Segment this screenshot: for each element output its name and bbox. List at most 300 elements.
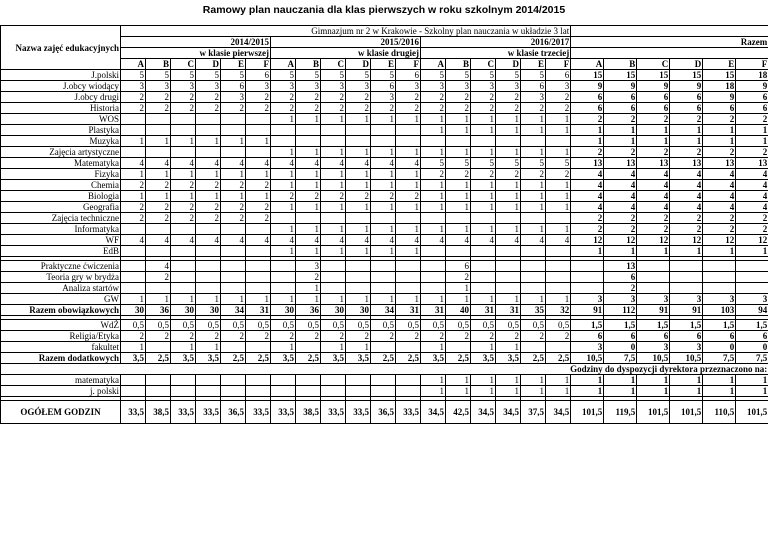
hours-cell [121,114,146,125]
total-cell: 33,5 [321,401,346,424]
razem-cell [703,272,736,283]
hours-cell [371,136,396,147]
hours-cell: 1 [171,191,196,202]
razem-cell: 13 [670,158,703,169]
hours-cell: 1 [296,202,321,213]
hours-cell: 1 [346,246,371,257]
razem-cell [571,283,604,294]
hours-cell: 1 [346,224,371,235]
razem-cell: 1 [670,375,703,386]
hours-cell [221,246,246,257]
hours-cell: 1 [421,114,446,125]
hours-cell [471,213,496,224]
razem-cell: 1 [637,246,670,257]
subject-row [1,305,768,316]
hours-cell: 0,5 [271,320,296,331]
razem-header-blank [571,26,768,37]
razem-cell: 2 [670,147,703,158]
razem-cell: 1 [703,386,736,397]
hours-cell: 30 [121,305,146,316]
subject-row [1,202,768,213]
hours-cell: 5 [271,70,296,81]
subject-name: Plastyka [1,125,121,136]
hours-cell: 3 [321,81,346,92]
hours-cell: 4 [271,235,296,246]
subject-row [1,272,768,283]
hours-cell: 2 [321,191,346,202]
hours-cell [321,136,346,147]
hours-cell: 1 [396,202,421,213]
hours-cell [471,246,496,257]
hours-cell: 2,5 [146,353,171,364]
razem-cell: 6 [604,92,637,103]
hours-cell [521,213,546,224]
hours-cell: 3 [271,81,296,92]
hours-cell: 2 [321,92,346,103]
hours-cell: 3,5 [421,353,446,364]
hours-cell [246,272,271,283]
hours-cell: 2 [171,103,196,114]
hours-cell: 1 [271,114,296,125]
subject-row [1,136,768,147]
hours-cell: 2 [396,103,421,114]
hours-cell: 2 [271,191,296,202]
total-cell: 42,5 [446,401,471,424]
razem-cell: 2 [736,224,768,235]
hours-cell [246,147,271,158]
hours-cell: 2 [196,213,221,224]
hours-cell: 2 [446,169,471,180]
hours-cell: 6 [546,70,571,81]
hours-cell: 2 [521,169,546,180]
razem-cell: 6 [736,103,768,114]
subject-name: Razem obowiązkowych [1,305,121,316]
hours-cell [346,136,371,147]
school-name: Gimnazjum nr 2 w Krakowie - Szkolny plan nauczania w układzie 3 lat [121,26,571,37]
razem-cell: 13 [604,261,637,272]
hours-cell: 2 [546,92,571,103]
hours-cell [271,272,296,283]
hours-cell: 1 [421,294,446,305]
total-cell: 33,5 [196,401,221,424]
razem-header: Razem [571,37,768,48]
hours-cell [271,136,296,147]
razem-cell: 1 [604,246,637,257]
hours-cell [371,283,396,294]
hours-cell: 4 [171,235,196,246]
hours-cell [496,261,521,272]
razem-cell: 3 [571,294,604,305]
hours-cell [546,136,571,147]
razem-cell: 2 [703,213,736,224]
hours-cell: 0,5 [446,320,471,331]
page-title: Ramowy plan nauczania dla klas pierwszych w roku szkolnym 2014/2015 [202,4,566,16]
hours-cell [396,283,421,294]
hours-cell: 1 [396,114,421,125]
hours-cell: 5 [471,70,496,81]
hours-cell: 2 [421,331,446,342]
hours-cell: 1 [296,224,321,235]
hours-cell [321,261,346,272]
total-row [1,401,768,424]
razem-cell: 2 [670,213,703,224]
razem-cell: 2 [571,114,604,125]
class-letter: D [346,59,371,70]
subject-name: Historia [1,103,121,114]
subject-name: fakultet [1,342,121,353]
hours-cell: 4 [221,158,246,169]
hours-cell [171,272,196,283]
hours-cell: 1 [321,294,346,305]
hours-cell: 2 [221,180,246,191]
subject-name: Matematyka [1,158,121,169]
razem-cell: 15 [571,70,604,81]
razem-cell: 1,5 [703,320,736,331]
razem-cell: 6 [736,331,768,342]
razem-cell: 4 [571,180,604,191]
razem-cell: 1 [637,125,670,136]
razem-cell: 3 [736,294,768,305]
hours-cell: 1 [196,136,221,147]
subject-name: j. polski [1,386,121,397]
hours-cell: 2 [296,272,321,283]
hours-cell: 1 [471,224,496,235]
hours-cell [446,342,471,353]
razem-cell: 18 [736,70,768,81]
hours-cell: 3 [371,92,396,103]
razem-cell: 1 [637,136,670,147]
hours-cell: 1 [271,294,296,305]
hours-cell: 3,5 [171,353,196,364]
hours-cell: 1 [496,202,521,213]
hours-cell [346,386,371,397]
hours-cell: 2 [471,92,496,103]
subject-row [1,103,768,114]
hours-cell: 1 [196,294,221,305]
class-letter: E [221,59,246,70]
hours-cell: 1 [371,114,396,125]
total-razem-cell: 101,5 [736,401,768,424]
razem-cell: 12 [604,235,637,246]
razem-cell: 6 [571,92,604,103]
hours-cell: 2 [146,331,171,342]
hours-cell [371,386,396,397]
subject-name: J.polski [1,70,121,81]
hours-cell: 34 [221,305,246,316]
hours-cell: 1 [371,202,396,213]
razem-cell: 1 [604,125,637,136]
hours-cell: 2 [446,272,471,283]
subject-row [1,147,768,158]
subject-row [1,261,768,272]
subject-name: GW [1,294,121,305]
hours-cell: 2 [121,180,146,191]
class-letter: F [396,59,421,70]
hours-cell [546,272,571,283]
hours-cell [246,342,271,353]
razem-cell: 1 [571,246,604,257]
hours-cell [221,224,246,235]
subject-name: Muzyka [1,136,121,147]
hours-cell [196,246,221,257]
hours-cell: 30 [321,305,346,316]
hours-cell [521,136,546,147]
hours-cell: 1 [471,342,496,353]
hours-cell: 2 [446,103,471,114]
hours-cell: 5 [446,158,471,169]
razem-cell: 1 [736,246,768,257]
hours-cell: 1 [121,136,146,147]
hours-cell [221,125,246,136]
razem-cell: 10,5 [670,353,703,364]
hours-cell: 2 [171,202,196,213]
hours-cell: 0,5 [296,320,321,331]
subject-name: J.obcy drugi [1,92,121,103]
hours-cell: 2 [121,213,146,224]
hours-cell: 1 [446,191,471,202]
razem-cell: 2 [604,224,637,235]
hours-cell: 1 [546,125,571,136]
hours-cell [371,125,396,136]
hours-cell: 1 [221,191,246,202]
hours-cell: 1 [546,147,571,158]
hours-cell: 1 [196,169,221,180]
razem-cell: 4 [637,169,670,180]
hours-cell: 1 [221,169,246,180]
hours-cell: 2 [121,103,146,114]
hours-cell: 5 [421,70,446,81]
hours-cell: 2,5 [371,353,396,364]
razem-cell: 4 [736,169,768,180]
hours-cell: 4 [146,235,171,246]
hours-cell: 1 [471,202,496,213]
hours-cell: 1 [546,114,571,125]
curriculum-table [0,25,768,424]
hours-cell [246,375,271,386]
hours-cell: 1 [371,224,396,235]
hours-cell: 2 [146,103,171,114]
hours-cell [221,375,246,386]
hours-cell: 2 [321,103,346,114]
subject-row [1,125,768,136]
razem-cell: 3 [670,294,703,305]
hours-cell: 30 [346,305,371,316]
subject-name: Praktyczne ćwiczenia [1,261,121,272]
hours-cell: 2 [546,103,571,114]
hours-cell [546,213,571,224]
hours-cell [196,386,221,397]
hours-cell: 1 [471,386,496,397]
hours-cell: 0,5 [221,320,246,331]
razem-cell: 2 [670,114,703,125]
hours-cell [171,283,196,294]
subject-name: Teoria gry w brydża [1,272,121,283]
hours-cell: 3 [221,92,246,103]
razem-cell: 4 [703,202,736,213]
hours-cell: 1 [446,375,471,386]
hours-cell: 5 [146,70,171,81]
class-letter: A [421,59,446,70]
hours-cell: 2 [296,331,321,342]
subject-row [1,70,768,81]
hours-cell: 1 [471,180,496,191]
hours-cell: 1 [546,202,571,213]
hours-cell [446,136,471,147]
hours-cell: 2 [171,92,196,103]
hours-cell: 2,5 [221,353,246,364]
hours-cell: 2 [196,103,221,114]
hours-cell: 2 [121,92,146,103]
subject-row [1,320,768,331]
hours-cell: 4 [446,235,471,246]
hours-cell [221,386,246,397]
hours-cell: 1 [496,342,521,353]
razem-cell: 4 [670,180,703,191]
class-letter: E [521,59,546,70]
razem-cell: 4 [736,191,768,202]
hours-cell [196,261,221,272]
hours-cell: 2,5 [546,353,571,364]
hours-cell [221,147,246,158]
razem-cell: 1 [571,136,604,147]
hours-cell: 1 [246,191,271,202]
hours-cell: 5 [371,70,396,81]
hours-cell: 30 [196,305,221,316]
hours-cell [196,272,221,283]
hours-cell: 5 [421,158,446,169]
hours-cell [321,125,346,136]
class-letter: B [146,59,171,70]
razem-cell: 4 [637,191,670,202]
hours-cell: 0,5 [146,320,171,331]
hours-cell [396,125,421,136]
razem-cell: 1 [703,246,736,257]
hours-cell: 0,5 [321,320,346,331]
hours-cell: 3 [546,81,571,92]
razem-cell: 1,5 [604,320,637,331]
hours-cell: 31 [246,305,271,316]
razem-cell: 2 [604,213,637,224]
razem-cell: 6 [604,331,637,342]
class-letter: C [321,59,346,70]
hours-cell [196,147,221,158]
razem-cell: 3 [670,342,703,353]
hours-cell: 2 [171,213,196,224]
total-cell: 37,5 [521,401,546,424]
hours-cell [171,114,196,125]
hours-cell: 1 [496,191,521,202]
razem-cell [670,261,703,272]
hours-cell: 6 [521,81,546,92]
razem-cell [637,261,670,272]
hours-cell: 3,5 [271,353,296,364]
hours-cell: 1 [446,283,471,294]
hours-cell: 1 [421,202,446,213]
razem-cell: 9 [604,81,637,92]
razem-cell: 1 [604,375,637,386]
razem-cell: 4 [571,191,604,202]
hours-cell: 1 [121,169,146,180]
class-letter: C [171,59,196,70]
hours-cell: 1 [246,294,271,305]
director-hours-heading-row [1,364,768,375]
razem-cell: 7,5 [703,353,736,364]
hours-cell: 2 [271,103,296,114]
razem-cell: 6 [637,331,670,342]
subject-name: WF [1,235,121,246]
subject-row [1,213,768,224]
hours-cell: 2 [246,213,271,224]
razem-cell: 1 [571,386,604,397]
razem-cell: 2 [637,147,670,158]
razem-cell: 4 [703,191,736,202]
hours-cell: 2 [196,180,221,191]
hours-cell: 1 [396,224,421,235]
hours-cell: 1 [271,169,296,180]
hours-cell: 2 [271,92,296,103]
hours-cell [321,283,346,294]
hours-cell [471,261,496,272]
razem-cell: 6 [637,103,670,114]
hours-cell [496,283,521,294]
razem-cell: 10,5 [571,353,604,364]
hours-cell: 5 [496,158,521,169]
hours-cell: 2 [246,180,271,191]
hours-cell: 2 [296,92,321,103]
hours-cell: 1 [271,180,296,191]
hours-cell: 1 [221,294,246,305]
hours-cell: 31 [496,305,521,316]
total-cell: 38,5 [146,401,171,424]
razem-cell [670,272,703,283]
year-header: 2015/2016 [271,37,421,48]
razem-cell: 4 [604,169,637,180]
hours-cell [546,283,571,294]
hours-cell: 1 [321,114,346,125]
hours-cell [171,261,196,272]
hours-cell: 1 [296,283,321,294]
hours-cell: 2 [221,331,246,342]
hours-cell [371,342,396,353]
hours-cell: 2 [546,169,571,180]
hours-cell: 1 [521,202,546,213]
subject-row [1,235,768,246]
hours-cell: 1 [321,202,346,213]
razem-cell: 103 [703,305,736,316]
hours-cell: 5 [546,158,571,169]
hours-cell: 36 [146,305,171,316]
hours-cell [396,375,421,386]
hours-cell: 2 [346,92,371,103]
hours-cell [496,213,521,224]
hours-cell: 4 [121,158,146,169]
hours-cell: 5 [346,70,371,81]
hours-cell: 2 [496,92,521,103]
hours-cell: 4 [246,235,271,246]
class-letter: D [496,59,521,70]
class-letter: B [604,59,637,70]
hours-cell: 3 [146,81,171,92]
hours-cell: 1 [346,114,371,125]
hours-cell: 0,5 [421,320,446,331]
hours-cell: 1 [521,114,546,125]
hours-cell: 1 [471,147,496,158]
subject-name: EdB [1,246,121,257]
razem-cell: 6 [571,331,604,342]
razem-cell: 2 [703,114,736,125]
razem-cell: 3 [571,342,604,353]
razem-cell: 7,5 [736,353,768,364]
